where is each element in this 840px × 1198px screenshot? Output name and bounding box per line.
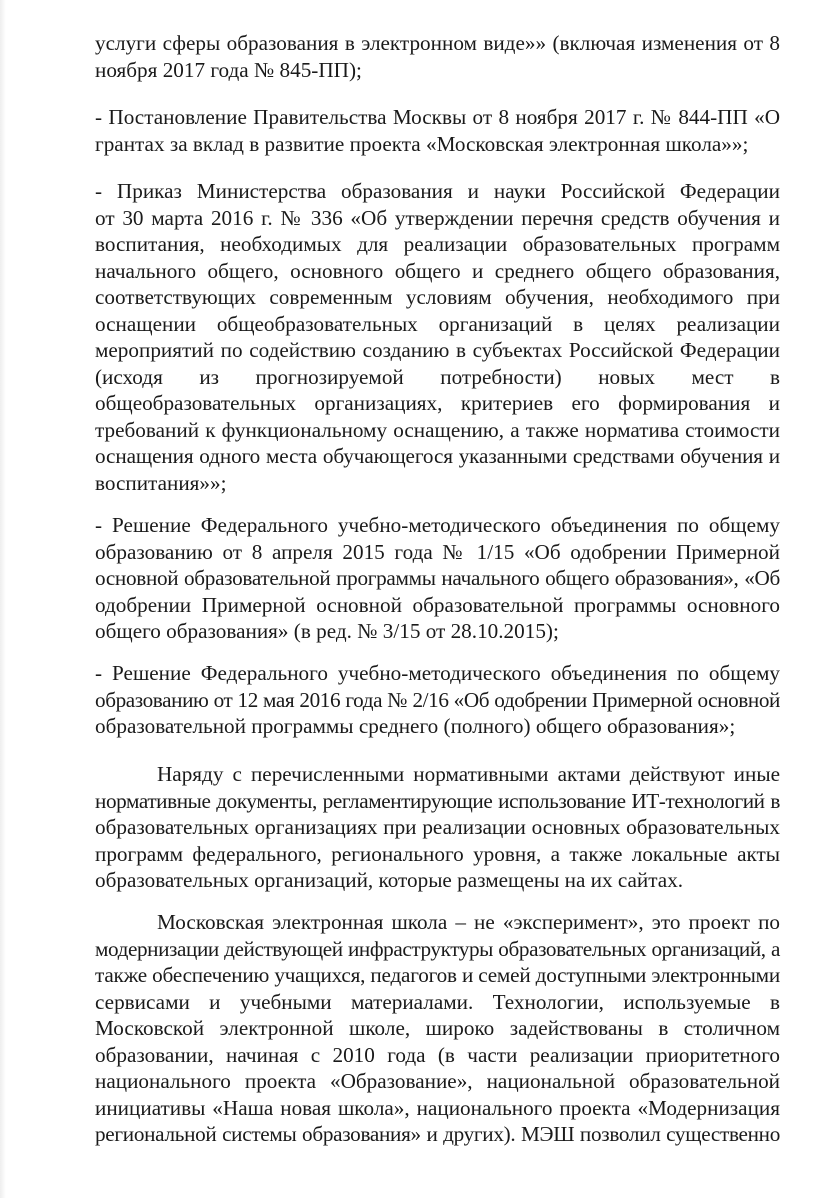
- text-line: общего образования» (в ред. № 3/15 от 28.10.2015);: [95, 619, 559, 643]
- text-line: мероприятий по содействию созданию в субъектах Российской Федерации: [95, 338, 780, 362]
- scan-edge-shadow: [0, 0, 6, 1198]
- text-line: инициативы «Наша новая школа», национального проекта «Модернизация: [95, 1095, 780, 1120]
- text-line: общеобразовательных организациях, критериев его формирования и: [95, 391, 780, 415]
- text-line: Наряду с перечисленными нормативными актами действуют иные: [157, 762, 780, 786]
- text-line: - Приказ Министерства образования и науки Российской Федерации: [95, 179, 780, 203]
- text-line: грантах за вклад в развитие проекта «Московская электронная школа»»;: [95, 131, 749, 156]
- text-line: - Решение Федерального учебно-методического объединения по общему: [95, 513, 780, 537]
- text-line: одобрении Примерной основной образовательной программы основного: [95, 592, 780, 617]
- text-line: нормативные документы, регламентирующие использование ИТ-технологий в: [95, 788, 780, 813]
- text-line: национального проекта «Образование», национальной образовательной: [95, 1069, 780, 1093]
- text-line: Московская электронная школа – не «эксперимент», это проект по: [157, 910, 780, 934]
- paragraph-order-336: [95, 178, 780, 496]
- text-line: - Постановление Правительства Москвы от 8 ноября 2017 г. № 844-ПП «О: [95, 105, 780, 129]
- text-line: образовательных организаций, которые размещены на их сайтах.: [95, 868, 684, 892]
- text-line: основной образовательной программы начального общего образования», «Об: [95, 566, 780, 590]
- text-line: модернизации действующей инфраструктуры образовательных организаций, а: [95, 936, 780, 961]
- text-line: образовательной программы среднего (полного) общего образования»;: [95, 714, 736, 738]
- text-line: оснащения одного места обучающегося указанными средствами обучения и: [95, 444, 780, 468]
- text-line: воспитания»»;: [95, 470, 227, 495]
- paragraph-decree-844: [95, 104, 780, 157]
- paragraph-other-documents: [95, 761, 780, 894]
- text-line: также обеспечению учащихся, педагогов и семей доступными электронными: [95, 963, 780, 987]
- text-line: начального общего, основного общего и среднего общего образования,: [95, 258, 780, 283]
- text-line: региональной системы образования» и других). МЭШ позволил существенно: [95, 1122, 780, 1146]
- text-line: воспитания, необходимых для реализации образовательных программ: [95, 232, 780, 256]
- text-line: требований к функциональному оснащению, а также норматива стоимости: [95, 417, 780, 442]
- text-line: программ федерального, регионального уровня, а также локальные акты: [95, 841, 780, 866]
- text-line: (исходя из прогнозируемой потребности) новых мест в: [95, 364, 780, 389]
- paragraph-decision-2-16: [95, 660, 780, 740]
- text-line: Московской электронной школе, широко задействованы в столичном: [95, 1016, 780, 1040]
- paragraph-mesh-project: [95, 909, 780, 1148]
- paragraph-decision-1-15: [95, 512, 780, 645]
- text-line: образовании, начиная с 2010 года (в части реализации приоритетного: [95, 1042, 780, 1067]
- text-line: сервисами и учебными материалами. Технологии, используемые в: [95, 989, 780, 1014]
- text-line: соответствующих современным условиям обучения, необходимого при: [95, 285, 780, 309]
- text-line: образованию от 12 мая 2016 года № 2/16 «Об одобрении Примерной основной: [95, 687, 780, 712]
- text-line: образовательных организациях при реализации основных образовательных: [95, 815, 780, 839]
- text-line: услуги сферы образования в электронном виде»» (включая изменения от 8: [95, 31, 780, 55]
- paragraph-continuation: [95, 30, 780, 83]
- text-line: образованию от 8 апреля 2015 года № 1/15 «Об одобрении Примерной: [95, 539, 780, 564]
- text-line: ноября 2017 года № 845-ПП);: [95, 57, 362, 82]
- text-line: от 30 марта 2016 г. № 336 «Об утверждении перечня средств обучения и: [95, 205, 780, 230]
- text-line: - Решение Федерального учебно-методического объединения по общему: [95, 661, 780, 685]
- text-line: оснащении общеобразовательных организаций в целях реализации: [95, 311, 780, 336]
